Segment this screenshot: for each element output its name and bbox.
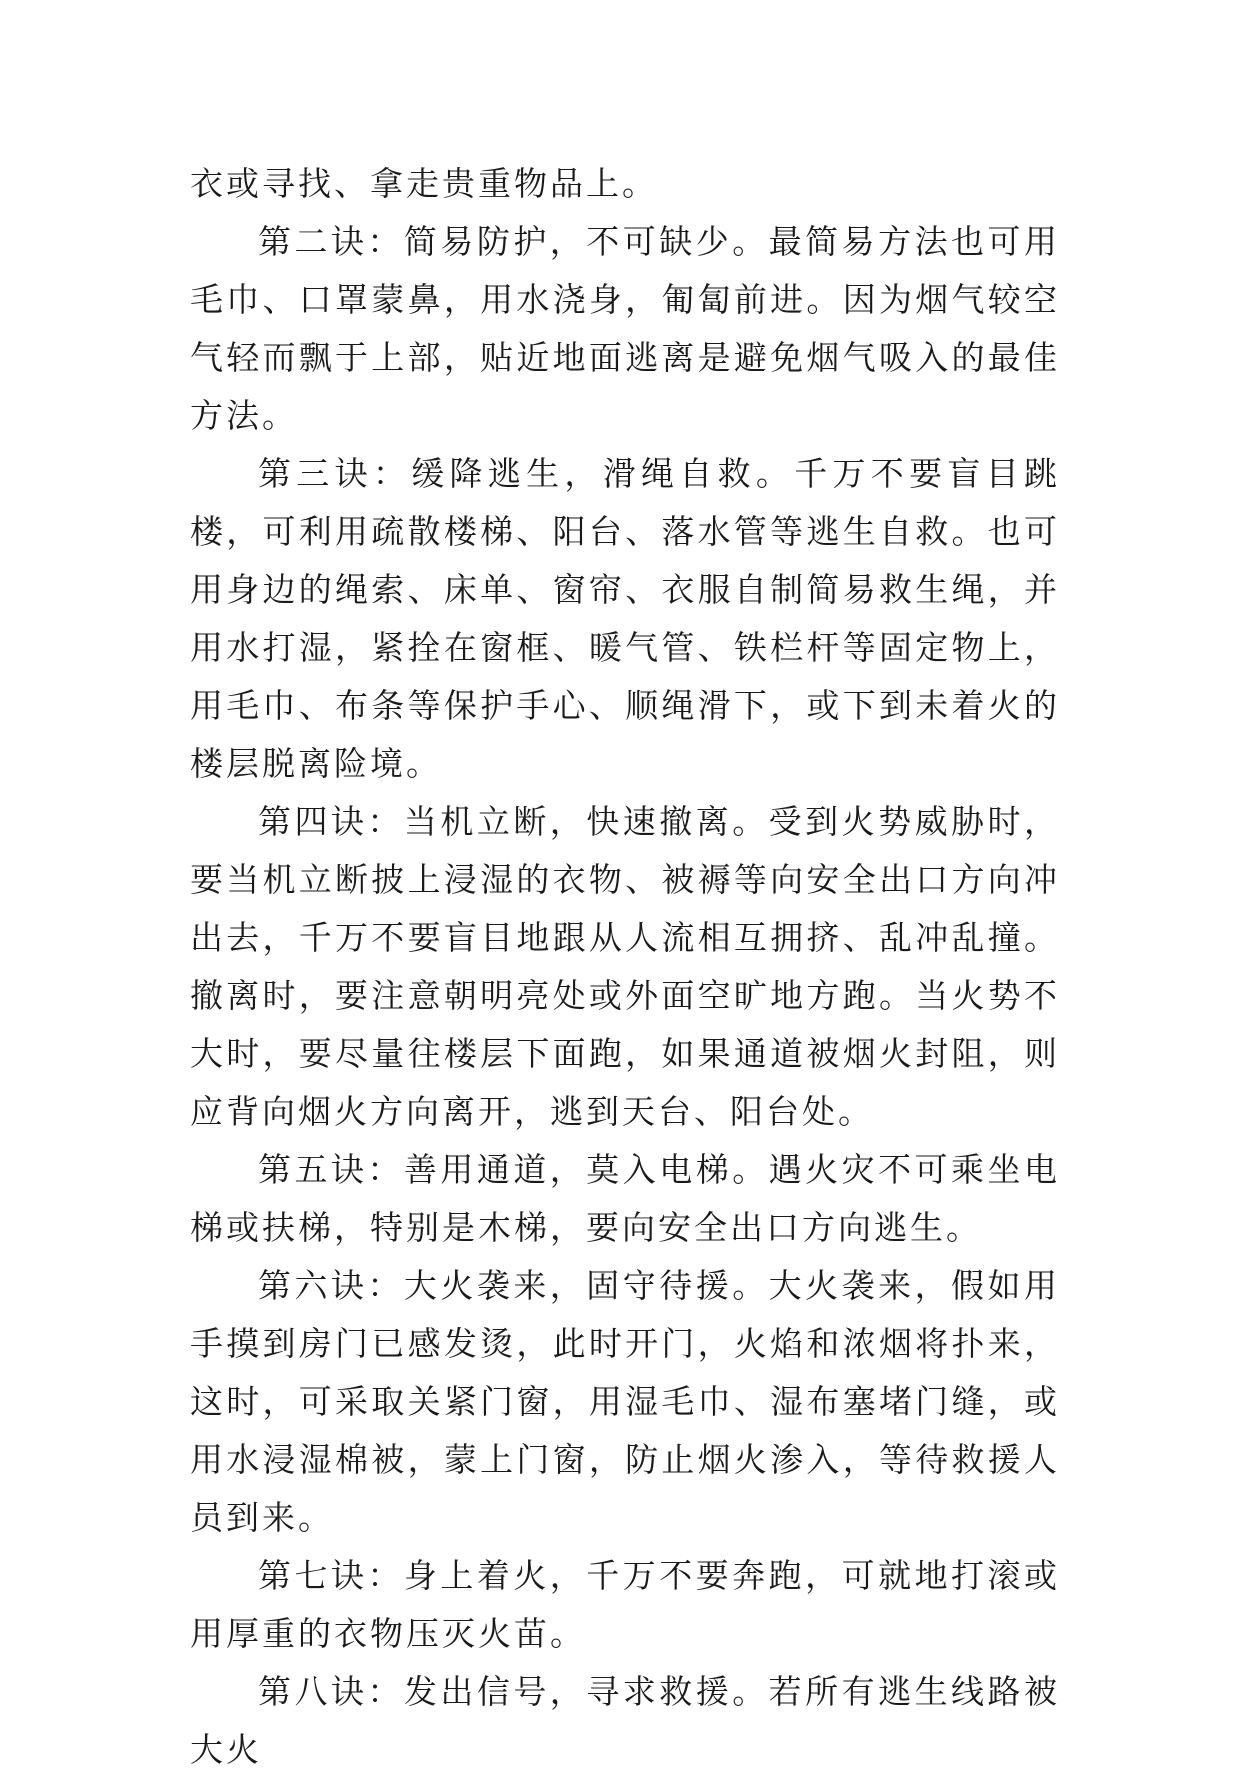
- paragraph-tip-3: 第三诀：缓降逃生，滑绳自救。千万不要盲目跳楼，可利用疏散楼梯、阳台、落水管等逃生自救。也可用身边的绳索、床单、窗帘、衣服自制简易救生绳，并用水打湿，紧拴在窗框、暖气管、铁栏杆等固定物上，用毛巾、布条等保护手心、顺绳滑下，或下到未着火的楼层脱离险境。: [190, 454, 1060, 783]
- paragraph-continuation: 衣或寻找、拿走贵重物品上。: [190, 164, 658, 203]
- paragraph-tip-5: 第五诀：善用通道，莫入电梯。遇火灾不可乘坐电梯或扶梯，特别是木梯，要向安全出口方向逃生。: [190, 1150, 1060, 1247]
- document-body: [190, 155, 1060, 1779]
- paragraph-tip-4: 第四诀：当机立断，快速撤离。受到火势威胁时，要当机立断披上浸湿的衣物、被褥等向安全出口方向冲出去，千万不要盲目地跟从人流相互拥挤、乱冲乱撞。撤离时，要注意朝明亮处或外面空旷地方跑。当火势不大时，要尽量往楼层下面跑，如果通道被烟火封阻，则应背向烟火方向离开，逃到天台、阳台处。: [190, 802, 1060, 1131]
- paragraph-tip-2: 第二诀：简易防护，不可缺少。最简易方法也可用毛巾、口罩蒙鼻，用水浇身，匍匐前进。因为烟气较空气轻而飘于上部，贴近地面逃离是避免烟气吸入的最佳方法。: [190, 222, 1060, 435]
- paragraph-tip-8: 第八诀：发出信号，寻求救援。若所有逃生线路被大火: [190, 1672, 1060, 1769]
- paragraph-tip-7: 第七诀：身上着火，千万不要奔跑，可就地打滚或用厚重的衣物压灭火苗。: [190, 1556, 1060, 1653]
- paragraph-tip-6: 第六诀：大火袭来，固守待援。大火袭来，假如用手摸到房门已感发烫，此时开门，火焰和浓烟将扑来，这时，可采取关紧门窗，用湿毛巾、湿布塞堵门缝，或用水浸湿棉被，蒙上门窗，防止烟火渗入，等待救援人员到来。: [190, 1266, 1060, 1537]
